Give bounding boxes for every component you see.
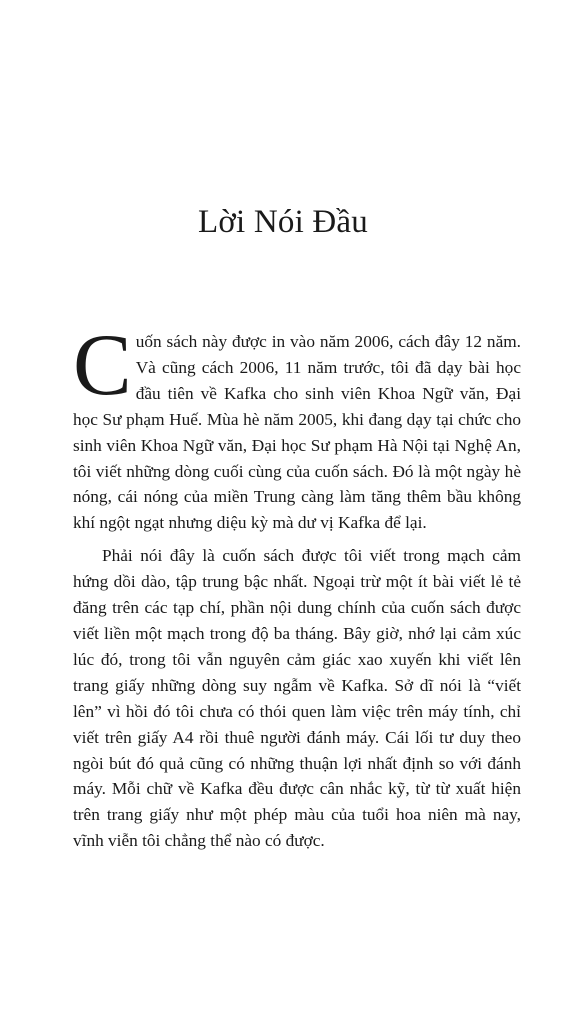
paragraph-1-text: uốn sách này được in vào năm 2006, cách đây 12 năm. Và cũng cách 2006, 11 năm trước, tôi đã dạy bài học đầu tiên về Kafka cho sinh viên Khoa Ngữ văn, Đại học Sư phạm Huế. Mùa hè năm 2005, khi đang dạy tại chức cho sinh viên Khoa Ngữ văn, Đại học Sư phạm Hà Nội tại Nghệ An, tôi viết những dòng cuối cùng của cuốn sách. Đó là một ngày hè nóng, cái nóng của miền Trung càng làm tăng thêm bầu không khí ngột ngạt nhưng diệu kỳ mà dư vị Kafka để lại. xyxy=(73,332,521,533)
chapter-title: Lời Nói Đầu xyxy=(198,204,368,240)
paragraph-1 xyxy=(73,317,521,536)
paragraph-2 xyxy=(73,543,521,854)
body-text xyxy=(73,317,521,854)
paragraph-2-text: Phải nói đây là cuốn sách được tôi viết trong mạch cảm hứng dồi dào, tập trung bậc nhất. Ngoại trừ một ít bài viết lẻ tẻ đăng trên các tạp chí, phần nội dung chính của cuốn sách được viết liền một mạch trong độ ba tháng. Bây giờ, nhớ lại cảm xúc lúc đó, trong tôi vẫn nguyên cảm giác xao xuyến khi viết lên trang giấy những dòng suy ngẫm về Kafka. Sở dĩ nói là “viết lên” vì hồi đó tôi chưa có thói quen làm việc trên máy tính, chỉ viết trên giấy A4 rồi thuê người đánh máy. Cái lối tư duy theo ngòi bút đó quả cũng có những thuận lợi nhất định so với đánh máy. Mỗi chữ về Kafka đều được cân nhắc kỹ, từ từ xuất hiện trên trang giấy như một phép màu của tuổi hoa niên mà nay, vĩnh viễn tôi chẳng thể nào có được. xyxy=(73,546,521,851)
drop-cap: C xyxy=(73,317,132,414)
